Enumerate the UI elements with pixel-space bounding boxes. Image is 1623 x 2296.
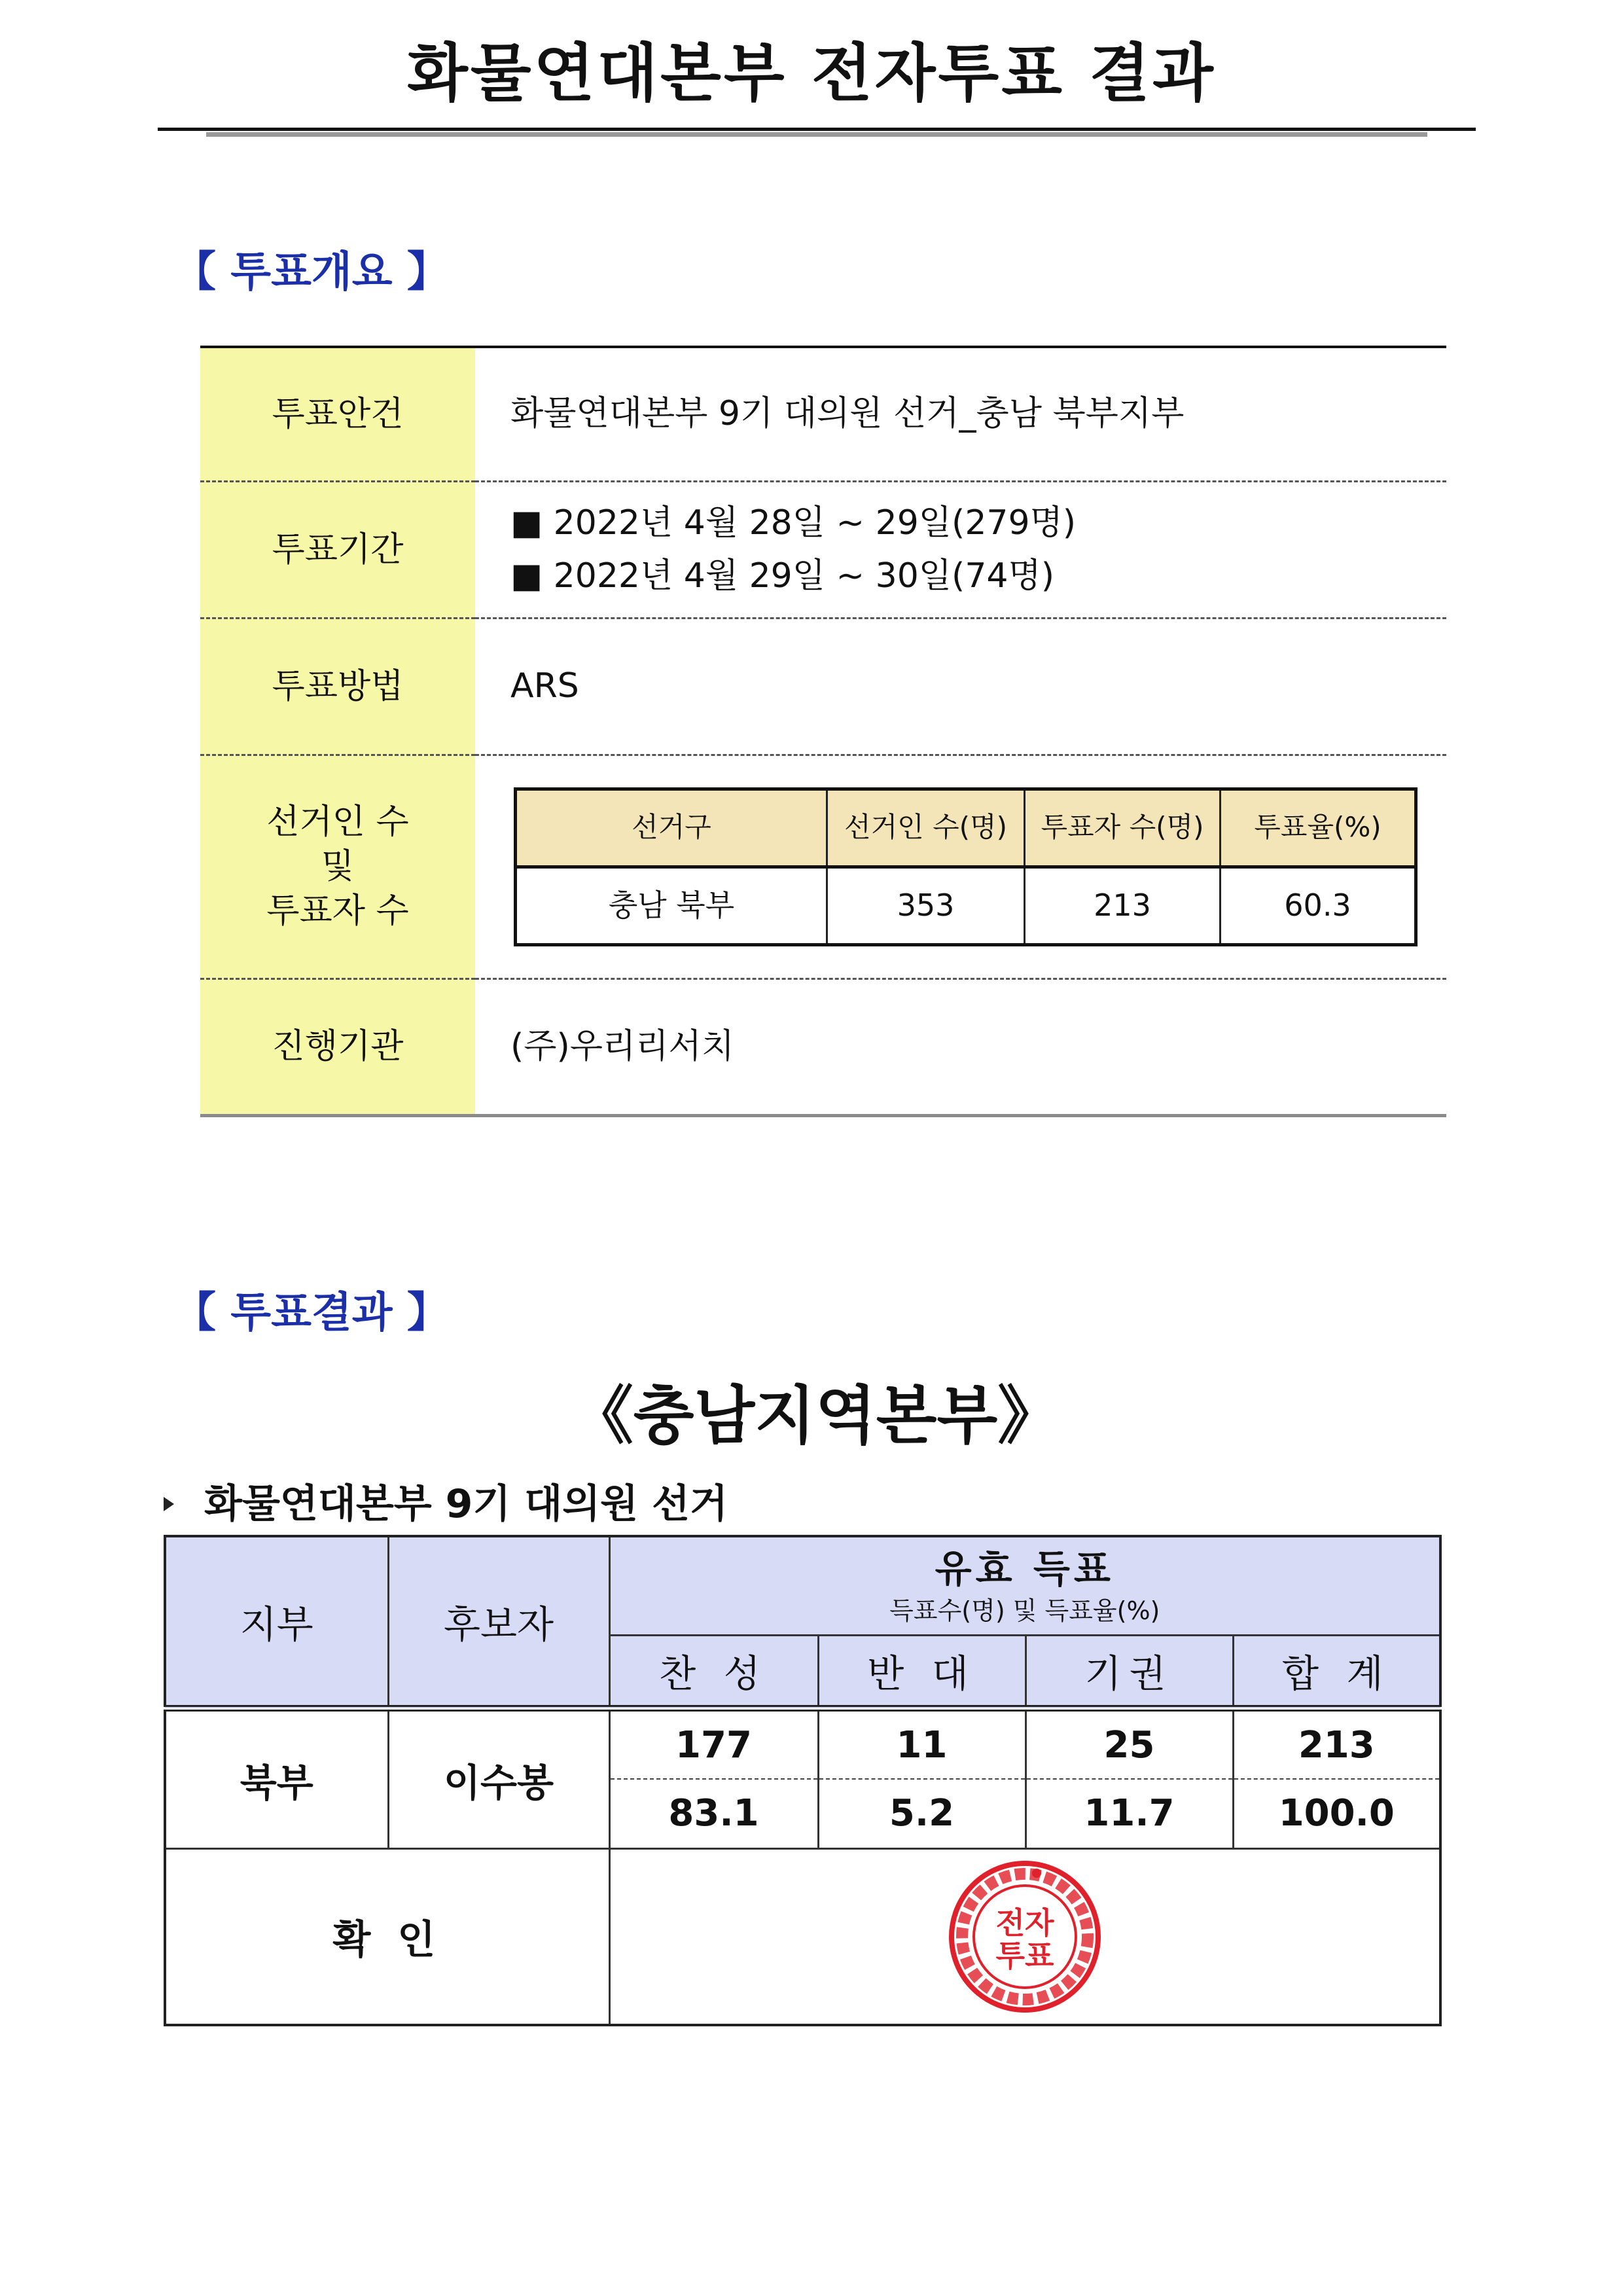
header-choice-total: 합 계 [1233,1635,1440,1708]
header-choice-yes: 찬 성 [609,1635,818,1708]
cell-candidate: 이수봉 [388,1708,609,1848]
turnout-header-district: 선거구 [516,789,827,867]
cell-rate-no: 5.2 [818,1779,1026,1848]
cell-branch: 북부 [165,1708,388,1848]
region-title: 《충남지역본부》 [570,1379,1061,1452]
overview-label-agenda: 투표안건 [200,347,475,481]
header-valid-votes [609,1536,1440,1635]
results-header-row-1 [165,1536,1440,1635]
overview-heading: 【 투표개요 】 [174,248,449,296]
turnout-label-line-1: 선거인 수 [266,802,409,842]
triangle-right-icon [164,1497,174,1511]
title-underline-shadow [206,132,1427,137]
overview-value-agenda: 화물연대본부 9기 대의원 선거_충남 북부지부 [510,394,1185,434]
results-table [164,1535,1442,2026]
overview-label-turnout [200,755,475,978]
turnout-header-rate: 투표율(%) [1221,789,1416,867]
results-heading: 【 투표결과 】 [174,1289,449,1337]
turnout-header-electors: 선거인 수(명) [827,789,1025,867]
header-choice-abstain: 기권 [1026,1635,1233,1708]
period-line-1: ■ 2022년 4월 28일 ~ 29일(279명) [510,503,1077,543]
turnout-data-row [516,867,1416,944]
overview-row-period [200,481,1446,618]
overview-row-agenda [200,347,1446,481]
turnout-cell-voters: 213 [1025,867,1221,944]
overview-value-period [475,481,1446,618]
valid-votes-title: 유효 득표 [935,1546,1115,1591]
cell-rate-yes: 83.1 [609,1779,818,1848]
header-branch: 지부 [165,1536,388,1708]
confirm-label: 확 인 [165,1848,609,2025]
title-underline [158,128,1476,131]
election-title-line [164,1479,728,1529]
confirm-seal-cell [609,1848,1440,2025]
cell-votes-no: 11 [818,1708,1026,1779]
overview-table [200,346,1446,1117]
overview-label-organizer: 진행기관 [200,978,475,1115]
cell-rate-abstain: 11.7 [1026,1779,1233,1848]
election-title: 화물연대본부 9기 대의원 선거 [204,1481,728,1527]
turnout-header-row [516,789,1416,867]
overview-row-turnout [200,755,1446,978]
seal-dot [1032,1869,1041,1878]
cell-votes-total: 213 [1233,1708,1440,1779]
overview-value-turnout [475,755,1446,978]
overview-value-method: ARS [475,618,1446,755]
turnout-cell-district: 충남 북부 [516,867,827,944]
overview-row-organizer [200,978,1446,1115]
period-line-2: ■ 2022년 4월 29일 ~ 30일(74명) [510,556,1055,596]
overview-label-method: 투표방법 [200,618,475,755]
document-title: 화물연대본부 전자투표 결과 [407,37,1216,110]
turnout-cell-electors: 353 [827,867,1025,944]
seal-text-line-2: 투표 [995,1937,1054,1973]
seal-text-line-1: 전자 [995,1905,1054,1941]
turnout-table [514,787,1418,946]
valid-votes-note: 득표수(명) 및 득표율(%) [889,1596,1160,1625]
header-candidate: 후보자 [388,1536,609,1708]
cell-votes-yes: 177 [609,1708,818,1779]
cell-rate-total: 100.0 [1233,1779,1440,1848]
turnout-header-voters: 투표자 수(명) [1025,789,1221,867]
turnout-label-line-2: 및 [321,847,355,886]
turnout-cell-rate: 60.3 [1221,867,1416,944]
results-confirm-row [165,1848,1440,2025]
cell-votes-abstain: 25 [1026,1708,1233,1779]
overview-label-period: 투표기간 [200,481,475,618]
seal-stamp-icon [943,1855,1107,2018]
header-choice-no: 반 대 [818,1635,1026,1708]
overview-value-organizer: (주)우리리서치 [475,978,1446,1115]
results-votes-row [165,1708,1440,1779]
turnout-label-line-3: 투표자 수 [266,891,409,931]
overview-row-method [200,618,1446,755]
